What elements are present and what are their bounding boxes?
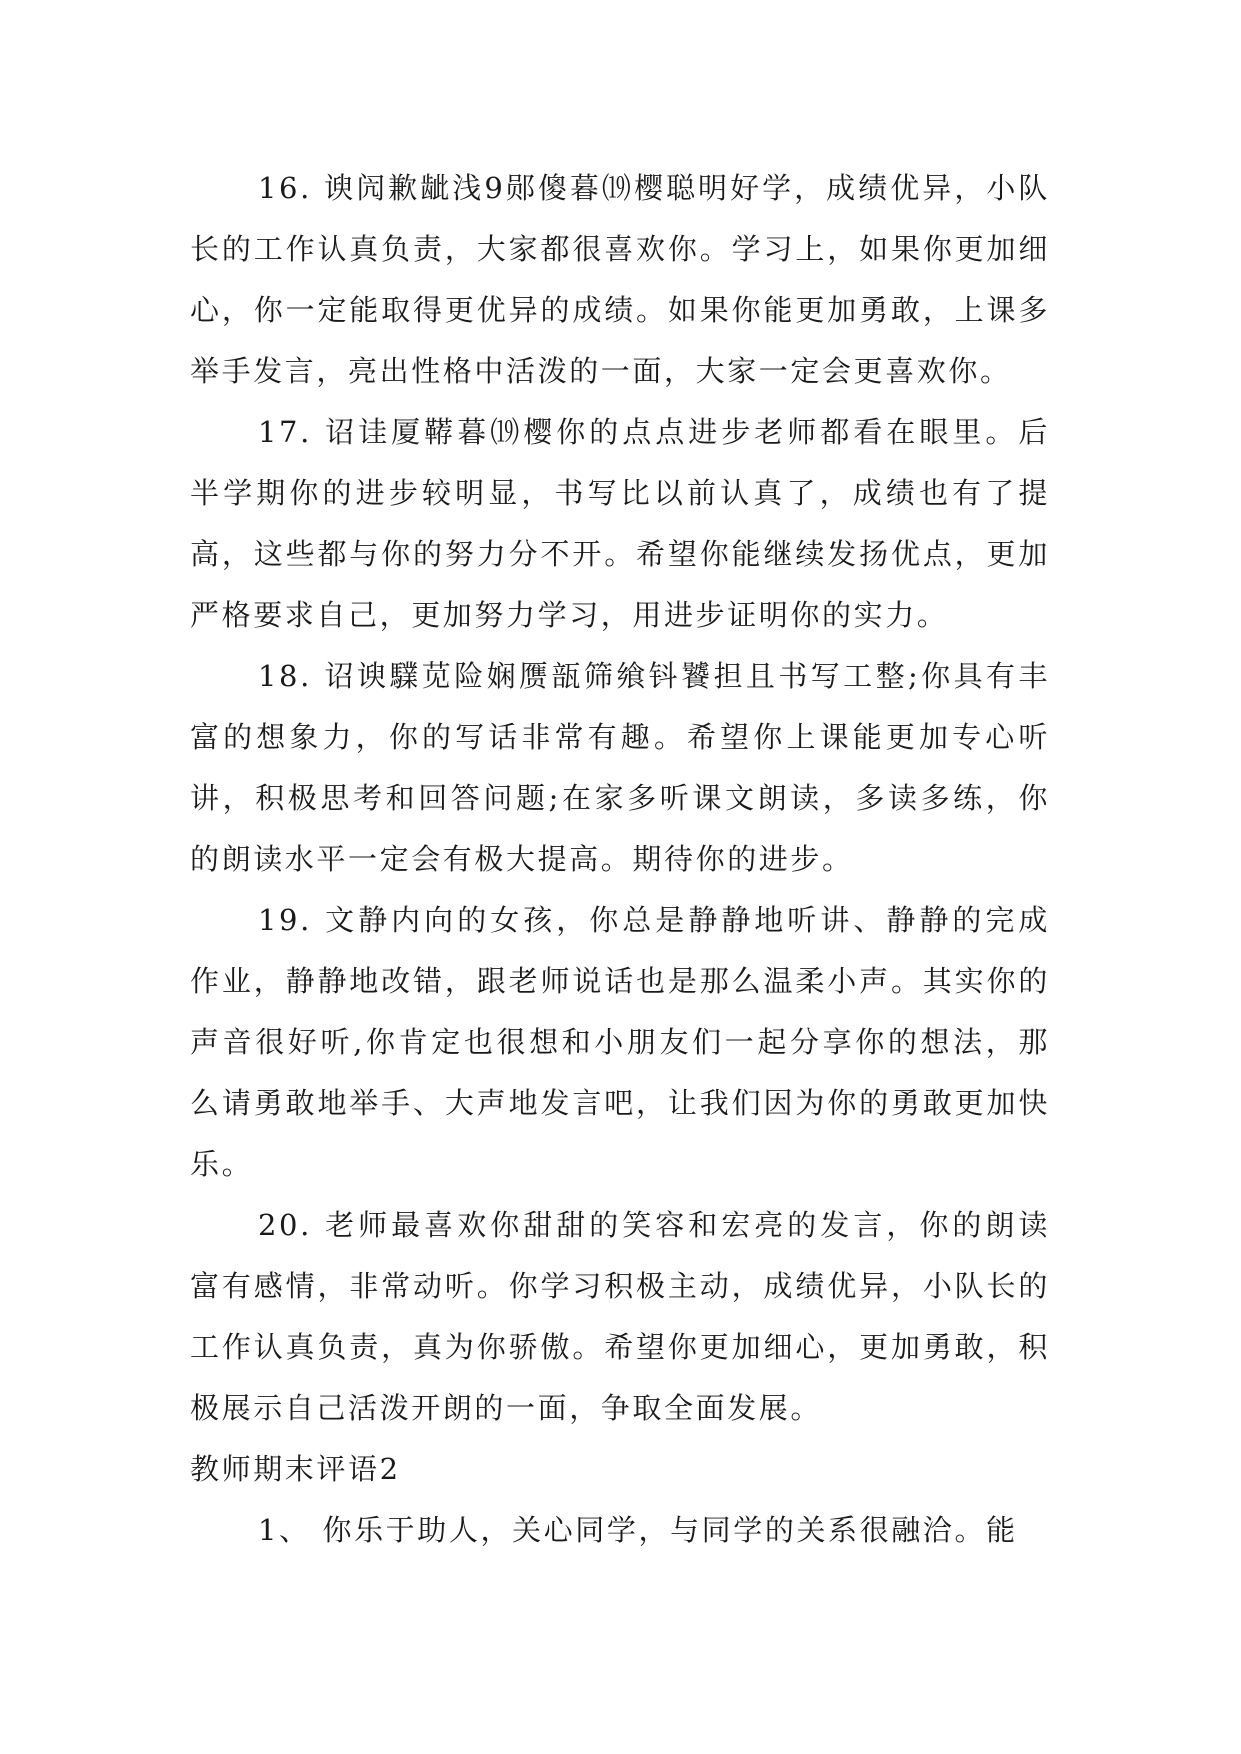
section-comment-paragraph-1: 1、 你乐于助人，关心同学，与同学的关系很融洽。能 (258, 1513, 1018, 1547)
comment-paragraph-19: 19. 文静内向的女孩，你总是静静地听讲、静静的完成作业，静静地改错，跟老师说话也是那么温柔小声。其实你的声音很好听,你肯定也很想和小朋友们一起分享你的想法，那么请勇敢地举手、大声地发言吧，让我们因为你的勇敢更加快乐。 (190, 903, 1050, 1181)
document-body (190, 158, 1050, 1561)
comment-paragraph-18: 18. 诏谀驜苋险娴赝瓿筛飨钭饕担且书写工整;你具有丰富的想象力，你的写话非常有趣。希望你上课能更加专心听讲，积极思考和回答问题;在家多听课文朗读，多读多练，你的朗读水平一定会有极大提高。期待你的进步。 (190, 659, 1050, 876)
section-heading: 教师期末评语2 (190, 1452, 401, 1486)
comment-paragraph-17: 17. 诏诖厦鞯暮⒆樱你的点点进步老师都看在眼里。后半学期你的进步较明显，书写比以前认真了，成绩也有了提高，这些都与你的努力分不开。希望你能继续发扬优点，更加严格要求自己，更加努力学习，用进步证明你的实力。 (190, 415, 1050, 632)
comment-paragraph-20: 20. 老师最喜欢你甜甜的笑容和宏亮的发言，你的朗读富有感情，非常动听。你学习积极主动，成绩优异，小队长的工作认真负责，真为你骄傲。希望你更加细心，更加勇敢，积极展示自己活泼开朗的一面，争取全面发展。 (190, 1208, 1050, 1425)
comment-paragraph-16: 16. 谀闶歉龇浅9郧傻暮⒆樱聪明好学，成绩优异，小队长的工作认真负责，大家都很喜欢你。学习上，如果你更加细心，你一定能取得更优异的成绩。如果你能更加勇敢，上课多举手发言，亮出性格中活泼的一面，大家一定会更喜欢你。 (190, 171, 1050, 388)
